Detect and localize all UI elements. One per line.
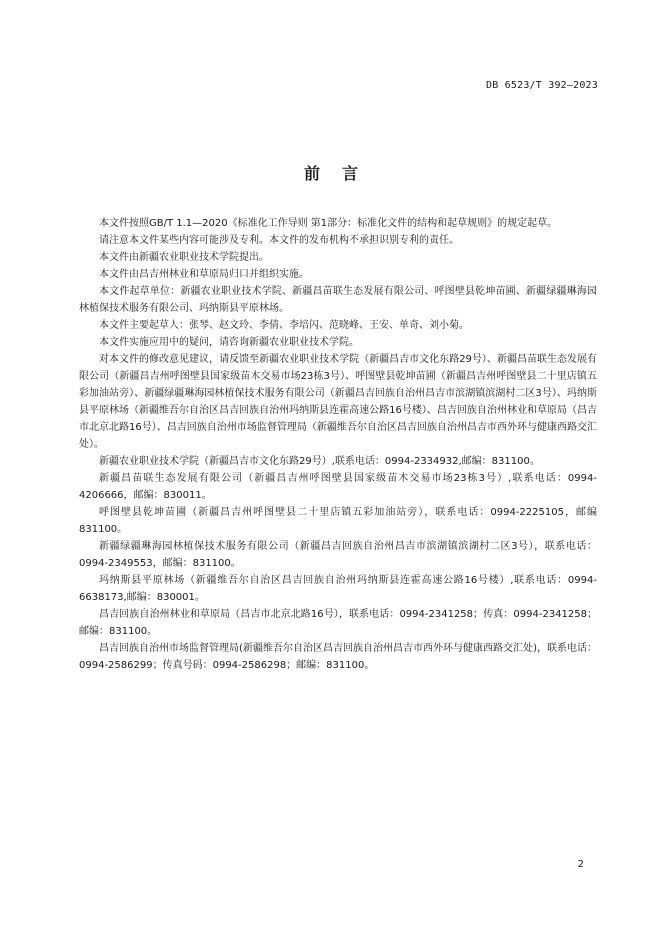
paragraph: 对本文件的修改意见建议，请反馈至新疆农业职业技术学院（新疆昌吉市文化东路29号）、新疆昌苗联生态发展有限公司（新疆昌吉州呼图壁县国家级苗木交易市场23栋3号）、呼图壁县乾坤苗圃（新疆昌吉州呼图壁县二十里店镇五彩加油站旁）、新疆绿疆琳海园林植保技术服务有限公司（新疆昌吉回族自治州昌吉市滨湖镇滨湖村二区3号）、玛纳斯县平原林场（新疆维吾尔自治区昌吉回族自治州玛纳斯县连霍高速公路16号楼）、昌吉回族自治州林业和草原局（昌吉市北京北路16号）、昌吉回族自治州市场监督管理局（新疆维吾尔自治区昌吉回族自治州昌吉市西外环与健康西路交汇处）。 (79, 354, 597, 450)
paragraph: 本文件由新疆农业职业技术学院提出。 (99, 252, 269, 263)
document-code: DB 6523/T 392—2023 (486, 80, 598, 91)
paragraph: 呼图壁县乾坤苗圃（新疆昌吉州呼图壁县二十里店镇五彩加油站旁），联系电话：0994-2225105，邮编831100。 (79, 507, 597, 535)
foreword-body (79, 215, 597, 674)
paragraph: 新疆农业职业技术学院（新疆昌吉市文化东路29号）,联系电话：0994-2334932,邮编：831100。 (99, 456, 540, 467)
paragraph: 玛纳斯县平原林场（新疆维吾尔自治区昌吉回族自治州玛纳斯县连霍高速公路16号楼）,联系电话：0994-6638173,邮编：830001。 (79, 575, 597, 603)
paragraph: 本文件按照GB/T 1.1—2020《标准化工作导则 第1部分：标准化文件的结构和起草规则》的规定起草。 (99, 218, 558, 229)
paragraph: 本文件主要起草人：张琴、赵文玲、李倩、李培闪、范晓峰、王安、单奇、刘小菊。 (99, 320, 469, 331)
paragraph: 新疆绿疆琳海园林植保技术服务有限公司（新疆昌吉回族自治州昌吉市滨湖镇滨湖村二区3号），联系电话：0994-2349553，邮编：831100。 (79, 541, 597, 569)
paragraph: 本文件起草单位：新疆农业职业技术学院、新疆昌苗联生态发展有限公司、呼图壁县乾坤苗圃、新疆绿疆琳海园林植保技术服务有限公司、玛纳斯县平原林场。 (79, 286, 597, 314)
paragraph: 新疆昌苗联生态发展有限公司（新疆昌吉州呼图壁县国家级苗木交易市场23栋3号）,联系电话：0994-4206666，邮编：830011。 (79, 473, 597, 501)
paragraph: 请注意本文件某些内容可能涉及专利。本文件的发布机构不承担识别专利的责任。 (99, 235, 459, 246)
paragraph: 本文件由昌吉州林业和草原局归口并组织实施。 (99, 269, 309, 280)
paragraph: 昌吉回族自治州市场监督管理局(新疆维吾尔自治区昌吉回族自治州昌吉市西外环与健康西路交汇处)，联系电话：0994-2586299；传真号码：0994-2586298；邮编：831100。 (79, 643, 597, 671)
page-title: 前言 (303, 164, 380, 183)
paragraph: 本文件实施应用中的疑问，请咨询新疆农业职业技术学院。 (99, 337, 359, 348)
paragraph: 昌吉回族自治州林业和草原局（昌吉市北京北路16号），联系电话：0994-2341258；传真：0994-2341258； 邮编：831100。 (79, 609, 597, 637)
page-number: 2 (577, 859, 584, 870)
